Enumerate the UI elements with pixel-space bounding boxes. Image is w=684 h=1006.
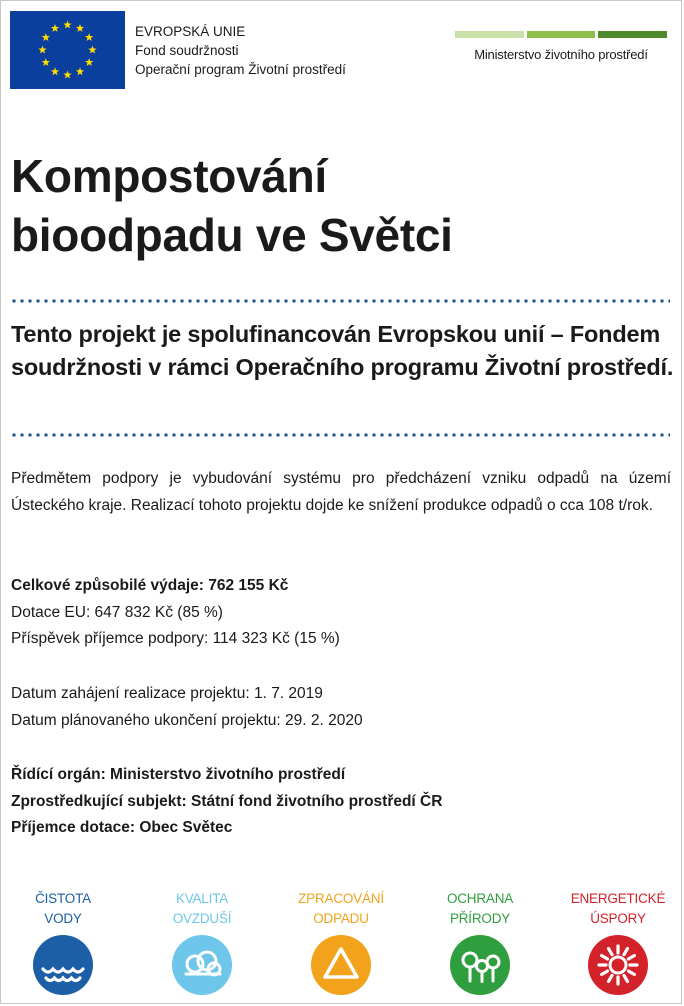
- ministry-color-bars: [455, 31, 667, 38]
- eu-star: [63, 21, 71, 29]
- air-icon: [172, 935, 232, 995]
- eu-star: [38, 46, 46, 54]
- eu-star: [88, 46, 96, 54]
- dotted-divider-top: [10, 299, 670, 303]
- priority-energy: [563, 889, 673, 995]
- grant-recipient: Příjemce dotace: Obec Světec: [11, 819, 233, 836]
- eu-star: [51, 24, 59, 32]
- eu-star: [85, 58, 93, 66]
- project-title-line-1: Kompostování: [11, 150, 327, 202]
- priority-energy-line-2: ÚSPORY: [590, 911, 646, 926]
- eu-grant: Dotace EU: 647 832 Kč (85 %): [11, 603, 223, 621]
- eu-star: [76, 67, 84, 75]
- priority-air-line-2: OVZDUŠÍ: [172, 911, 232, 926]
- nature-icon: [450, 935, 510, 995]
- waste-icon: [311, 935, 371, 995]
- ministry-bar-mid: [527, 31, 596, 38]
- finance-block: [11, 573, 340, 653]
- eu-star: [42, 58, 50, 66]
- priority-nature: [425, 889, 535, 995]
- priority-energy-line-1: ENERGETICKÉ: [570, 891, 666, 906]
- eu-star: [85, 33, 93, 41]
- priority-air-line-1: KVALITA: [175, 891, 229, 906]
- recipient-contribution: Příspěvek příjemce podpory: 114 323 Kč (15 %): [11, 630, 340, 647]
- priority-nature-line-2: PŘÍRODY: [449, 911, 511, 926]
- water-icon: [33, 935, 93, 995]
- ministry-bar-light: [455, 31, 524, 38]
- priority-waste: [286, 889, 396, 995]
- priority-water-line-2: VODY: [44, 911, 82, 926]
- project-description: Předmětem podpory je vybudování systému pro předcházení vzniku odpadů na území Ústeckého kraje. Realizací tohoto projektu dojde ke snížení produkce odpadů o cca 108 t/rok.: [11, 470, 671, 514]
- managing-authority: Řídící orgán: Ministerstvo životního prostředí: [11, 766, 346, 783]
- program-priorities: [1, 889, 682, 1001]
- priority-water-line-1: ČISTOTA: [35, 891, 91, 906]
- priority-nature-line-1: OCHRANA: [446, 891, 514, 906]
- priority-air: [147, 889, 257, 995]
- eu-flag-icon: [10, 11, 125, 89]
- organizations-block: [11, 762, 442, 842]
- priority-water: [8, 889, 118, 995]
- dates-block: [11, 681, 363, 734]
- ministry-name: Ministerstvo životního prostředí: [474, 47, 648, 62]
- priority-waste-line-2: ODPADU: [313, 911, 369, 926]
- project-title: [11, 147, 651, 265]
- ministry-bar-dark: [598, 31, 667, 38]
- eu-star: [76, 24, 84, 32]
- end-date: Datum plánovaného ukončení projektu: 29. 2. 2020: [11, 711, 363, 729]
- start-date: Datum zahájení realizace projektu: 1. 7. 2019: [11, 685, 323, 702]
- eu-line-fund: Fond soudržnosti: [135, 43, 239, 58]
- intermediate-body: Zprostředkující subjekt: Státní fond životního prostředí ČR: [11, 792, 443, 810]
- eu-line-union: EVROPSKÁ UNIE: [135, 24, 246, 39]
- eu-star: [51, 67, 59, 75]
- energy-icon: [588, 935, 648, 995]
- eu-program-text: [135, 22, 346, 79]
- total-costs: Celkové způsobilé výdaje: 762 155 Kč: [11, 577, 289, 594]
- eu-line-program: Operační program Životní prostředí: [135, 62, 346, 77]
- priority-waste-line-1: ZPRACOVÁNÍ: [298, 891, 384, 906]
- dotted-divider-bottom: [10, 433, 670, 437]
- ministry-logo: [455, 31, 667, 62]
- eu-star: [63, 71, 71, 79]
- project-title-line-2: bioodpadu ve Světci: [11, 209, 453, 261]
- eu-star: [42, 33, 50, 41]
- cofinancing-statement: Tento projekt je spolufinancován Evropskou unií – Fondem soudržnosti v rámci Operačního programu Životní prostředí.: [11, 321, 674, 380]
